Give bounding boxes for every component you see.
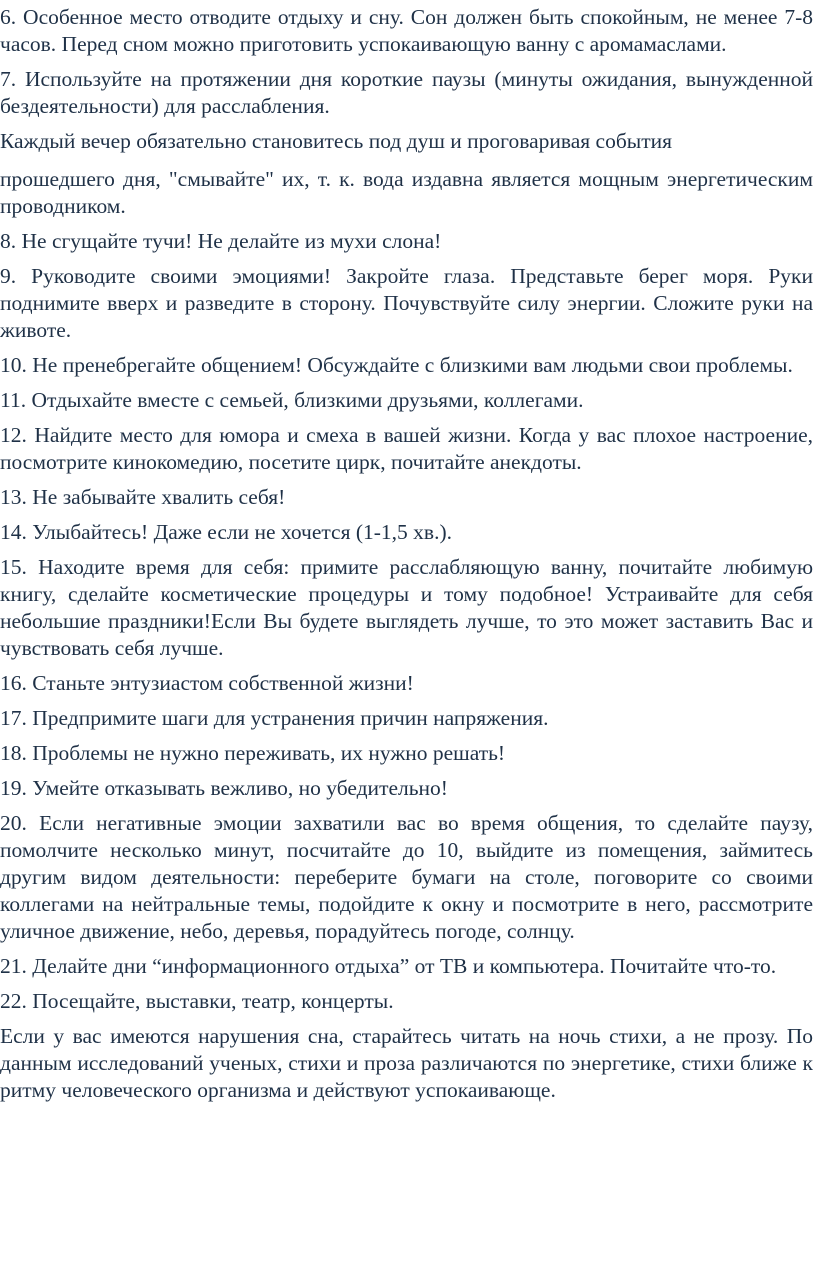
paragraph-sleep-advice: Если у вас имеются нарушения сна, старайтесь читать на ночь стихи, а не прозу. По данным исследований ученых, стихи и проза различаются по энергетике, стихи ближе к ритму человеческого организма и действуют успокаивающе. [0,1024,813,1102]
paragraph-item-9: 9. Руководите своими эмоциями! Закройте глаза. Представьте берег моря. Руки поднимите вверх и разведите в сторону. Почувствуйте силу энергии. Сложите руки на животе. [0,264,813,342]
paragraph-item-15: 15. Находите время для себя: примите расслабляющую ванну, почитайте любимую книгу, сделайте косметические процедуры и тому подобное! Устраивайте для себя небольшие праздники!Если Вы будете выглядеть лучше, то это может заставить Вас и чувствовать себя лучше. [0,555,813,660]
paragraph-item-22: 22. Посещайте, выставки, театр, концерты. [0,989,394,1013]
paragraph-item-13: 13. Не забывайте хвалить себя! [0,485,286,509]
paragraph-item-14: 14. Улыбайтесь! Даже если не хочется (1-1,5 хв.). [0,520,452,544]
paragraph-item-11: 11. Отдыхайте вместе с семьей, близкими друзьями, коллегами. [0,388,584,412]
paragraph-item-12: 12. Найдите место для юмора и смеха в вашей жизни. Когда у вас плохое настроение, посмотрите кинокомедию, посетите цирк, почитайте анекдоты. [0,423,813,474]
paragraph-item-18: 18. Проблемы не нужно переживать, их нужно решать! [0,741,506,765]
paragraph-shower-intro: Каждый вечер обязательно становитесь под душ и проговаривая события [0,129,673,153]
paragraph-item-6: 6. Особенное место отводите отдыху и сну. Сон должен быть спокойным, не менее 7-8 часов. Перед сном можно приготовить успокаивающую ванну с аромамаслами. [0,5,813,56]
paragraph-shower-continuation: прошедшего дня, "смывайте" их, т. к. вода издавна является мощным энергетическим проводником. [0,167,813,218]
paragraph-item-10: 10. Не пренебрегайте общением! Обсуждайте с близкими вам людьми свои проблемы. [0,353,793,377]
paragraph-item-7: 7. Используйте на протяжении дня короткие паузы (минуты ожидания, вынужденной бездеятельности) для расслабления. [0,67,813,118]
paragraph-item-20: 20. Если негативные эмоции захватили вас во время общения, то сделайте паузу, помолчите несколько минут, посчитайте до 10, выйдите из помещения, займитесь другим видом деятельности: переберите бумаги на столе, поговорите со своими коллегами на нейтральные темы, подойдите к окну и посмотрите в него, рассмотрите уличное движение, небо, деревья, порадуйтесь погоде, солнцу. [0,811,813,943]
paragraph-item-16: 16. Станьте энтузиастом собственной жизни! [0,671,414,695]
paragraph-item-8: 8. Не сгущайте тучи! Не делайте из мухи слона! [0,229,442,253]
paragraph-item-19: 19. Умейте отказывать вежливо, но убедительно! [0,776,448,800]
paragraph-item-21: 21. Делайте дни “информационного отдыха” от ТВ и компьютера. Почитайте что-то. [0,954,777,978]
paragraph-item-17: 17. Предпримите шаги для устранения причин напряжения. [0,706,549,730]
